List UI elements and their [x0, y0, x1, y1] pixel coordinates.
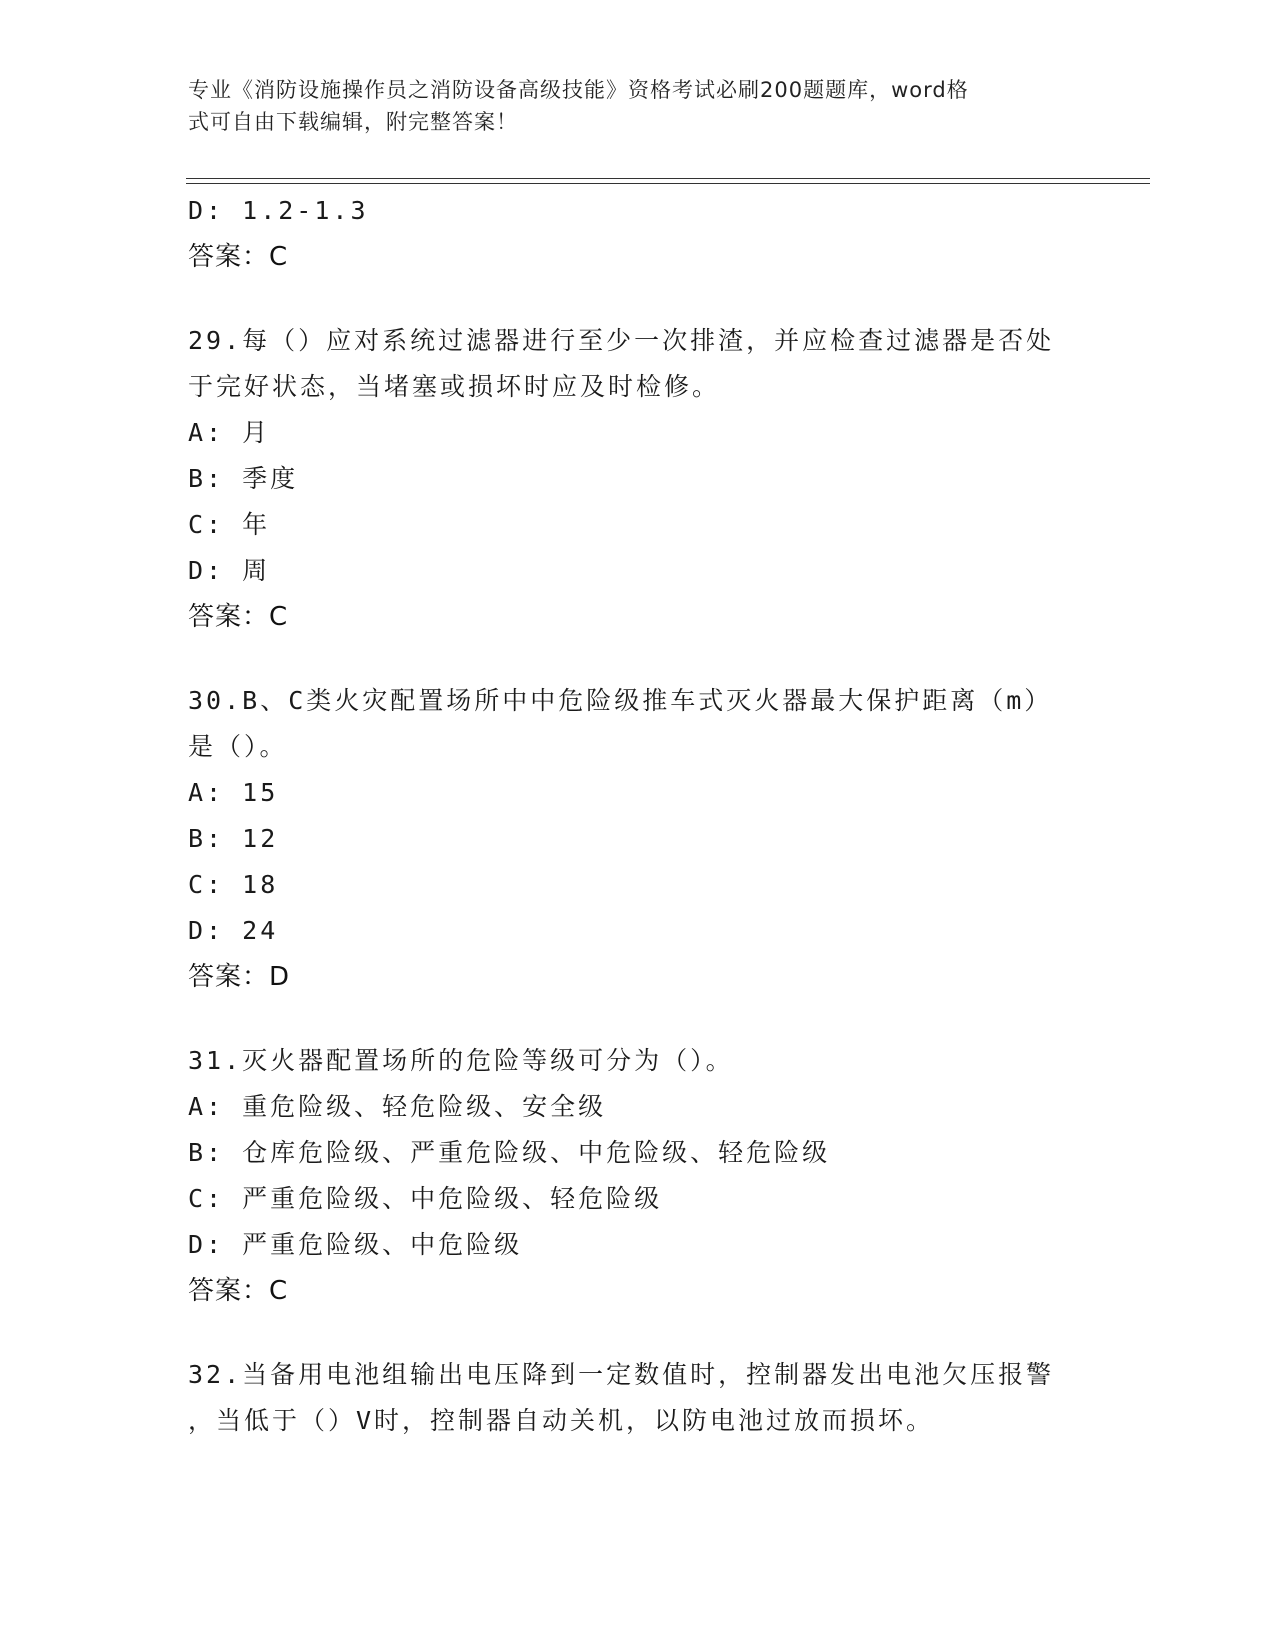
header-rule-thin: [186, 183, 1150, 184]
header-line-1: 专业《消防设施操作员之消防设备高级技能》资格考试必刷200题题库，word格: [188, 78, 969, 102]
answer-line: 答案：C: [188, 602, 289, 632]
document-header: [188, 74, 1068, 138]
question-text-line-2: 于完好状态，当堵塞或损坏时应及时检修。: [188, 372, 721, 401]
question-32: [188, 1352, 1088, 1444]
question-29: [188, 318, 1088, 640]
answer-line: 答案：D: [188, 962, 291, 992]
answer-line: 答案：C: [188, 1276, 289, 1306]
question-text-line-1: 32.当备用电池组输出电压降到一定数值时，控制器发出电池欠压报警: [188, 1360, 1055, 1389]
option-a: A: 月: [188, 418, 271, 447]
previous-question-tail: [188, 188, 1088, 280]
question-text-line-1: 29.每（）应对系统过滤器进行至少一次排渣，并应检查过滤器是否处: [188, 326, 1055, 355]
question-30: [188, 678, 1088, 1000]
option-d: D: 严重危险级、中危险级: [188, 1230, 523, 1259]
option-c: C: 严重危险级、中危险级、轻危险级: [188, 1184, 663, 1213]
question-text-line-1: 30.B、C类火灾配置场所中中危险级推车式灭火器最大保护距离（m）: [188, 686, 1053, 715]
option-c: C: 年: [188, 510, 271, 539]
option-b: B: 仓库危险级、严重危险级、中危险级、轻危险级: [188, 1138, 831, 1167]
header-line-2: 式可自由下载编辑，附完整答案！: [188, 110, 518, 134]
option-d: D: 24: [188, 916, 279, 945]
question-list: [188, 188, 1088, 1444]
answer-line: 答案：C: [188, 242, 289, 272]
option-d: D: 周: [188, 556, 271, 585]
question-text-line-2: 是（）。: [188, 732, 288, 761]
option-d: D: 1.2-1.3: [188, 196, 369, 225]
option-a: A: 15: [188, 778, 279, 807]
option-b: B: 12: [188, 824, 279, 853]
header-rule-thick: [186, 178, 1150, 179]
question-31: [188, 1038, 1088, 1314]
question-text-line-2: ，当低于（）V时，控制器自动关机，以防电池过放而损坏。: [188, 1406, 935, 1435]
option-a: A: 重危险级、轻危险级、安全级: [188, 1092, 607, 1121]
question-text-line-1: 31.灭火器配置场所的危险等级可分为（）。: [188, 1046, 734, 1075]
option-b: B: 季度: [188, 464, 299, 493]
option-c: C: 18: [188, 870, 279, 899]
